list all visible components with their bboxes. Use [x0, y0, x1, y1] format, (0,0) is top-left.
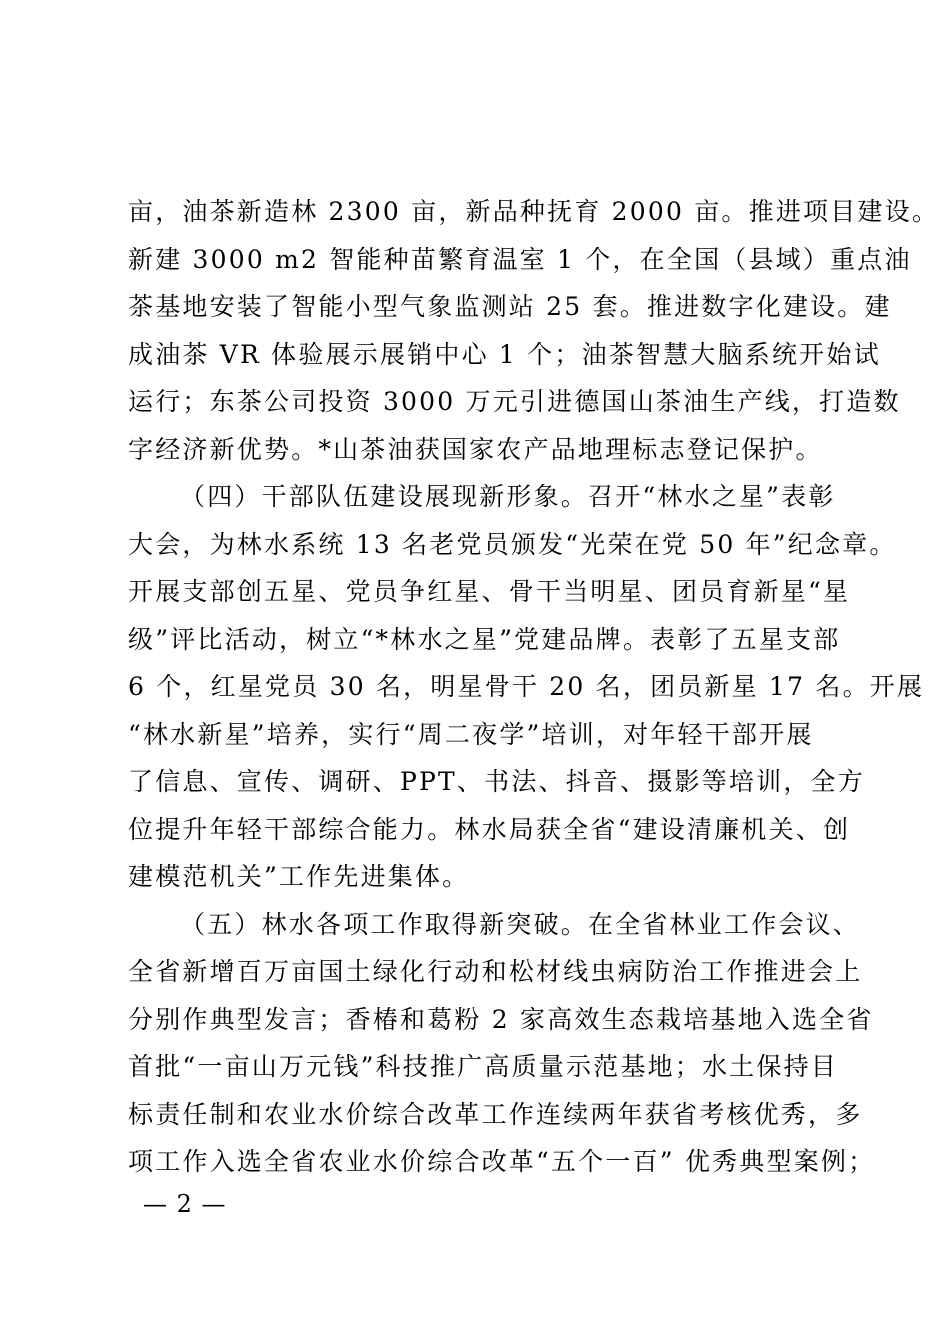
text-line-13: 了信息、宣传、调研、PPT、书法、抖音、摄影等培训，全方 [128, 767, 865, 796]
text-line-10: 级”评比活动，树立“*林水之星”党建品牌。表彰了五星支部 [128, 624, 841, 654]
text-line-9: 开展支部创五星、党员争红星、骨干当明星、团员育新星“星 [128, 577, 851, 606]
text-line-17: 全省新增百万亩国土绿化行动和松材线虫病防治工作推进会上 [128, 957, 863, 986]
text-line-14: 位提升年轻干部综合能力。林水局获全省“建设清廉机关、创 [128, 814, 851, 844]
text-line-12: “林水新星”培养，实行“周二夜学”培训，对年轻干部开展 [128, 719, 814, 749]
text-line-18: 分别作典型发言；香椿和葛粉 2 家高效生态栽培基地入选全省 [128, 1004, 874, 1034]
text-line-4: 成油茶 VR 体验展示展销中心 1 个；油茶智慧大脑系统开始试 [128, 339, 881, 369]
text-line-19: 首批“一亩山万元钱”科技推广高质量示范基地；水土保持目 [128, 1052, 838, 1081]
body-text [128, 188, 940, 1186]
text-line-15: 建模范机关”工作先进集体。 [128, 862, 470, 891]
text-line-5: 运行；东茶公司投资 3000 万元引进德国山茶油生产线，打造数 [128, 387, 901, 416]
text-line-20: 标责任制和农业水价综合改革工作连续两年获省考核优秀，多 [128, 1099, 863, 1129]
text-line-11: 6 个，红星党员 30 名，明星骨干 20 名，团员新星 17 名。开展 [128, 672, 925, 701]
text-line-3: 茶基地安装了智能小型气象监测站 25 套。推进数字化建设。建 [128, 292, 892, 321]
text-line-8: 大会，为林水系统 13 名老党员颁发“光荣在党 50 年”纪念章。 [128, 529, 897, 559]
text-line-1: 亩，油茶新造林 2300 亩，新品种抚育 2000 亩。推进项目建设。 [128, 197, 940, 226]
section-heading-5: （五）林水各项工作取得新突破。在全省林业工作会议、 [180, 909, 861, 939]
page-number: — 2 — [143, 1190, 227, 1218]
text-line-2: 新建 3000 m2 智能种苗繁育温室 1 个，在全国（县域）重点油 [128, 244, 912, 274]
text-line-6: 字经济新优势。*山茶油获国家农产品地理标志登记保护。 [128, 434, 823, 464]
text-line-21: 项工作入选全省农业水价综合改革“五个一百” 优秀典型案例； [128, 1147, 876, 1176]
section-heading-4: （四）干部队伍建设展现新形象。召开“林水之星”表彰 [180, 482, 836, 511]
